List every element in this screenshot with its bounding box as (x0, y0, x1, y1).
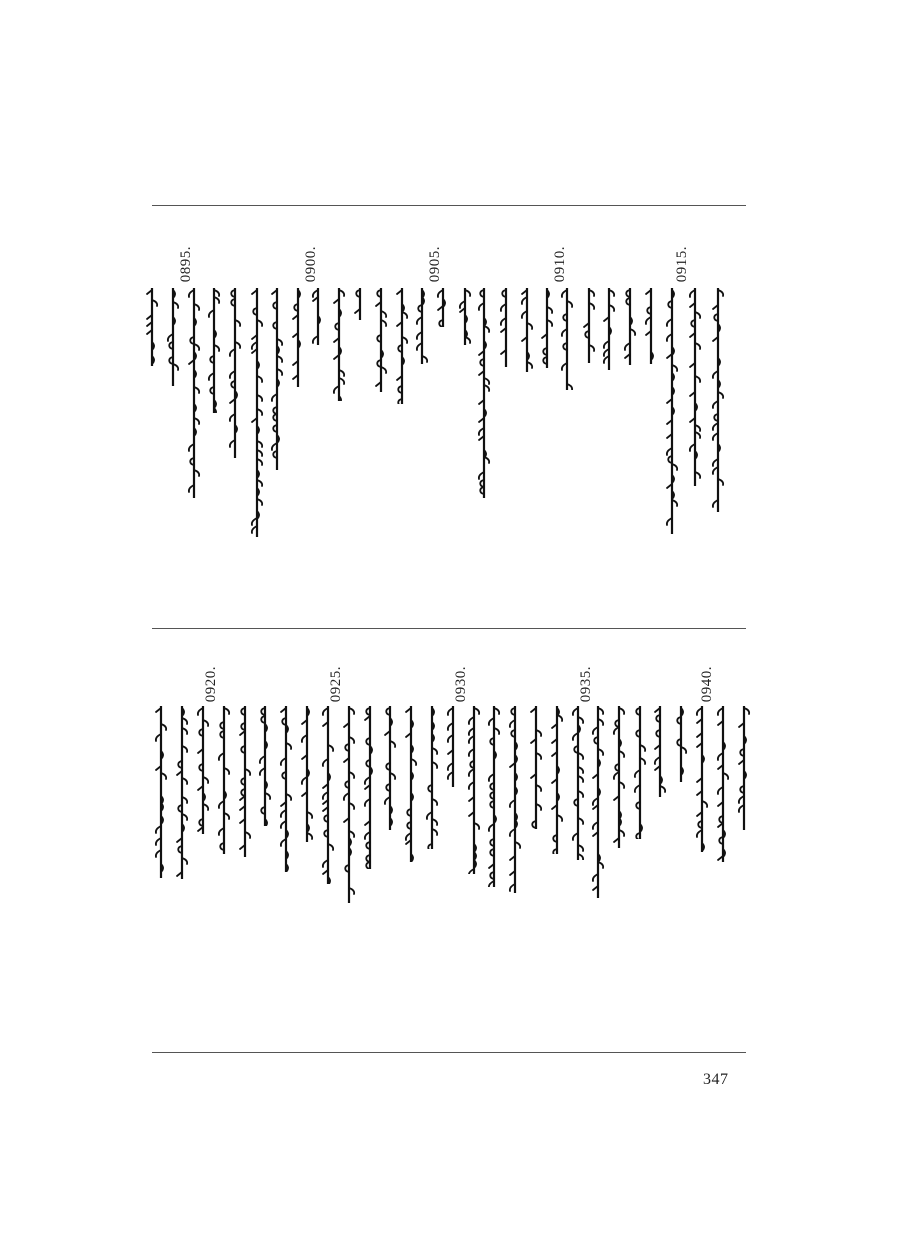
script-line (632, 706, 648, 839)
script-line (144, 288, 160, 366)
line-number: 0920. (203, 666, 219, 703)
script-line (570, 706, 586, 860)
script-line (498, 288, 514, 367)
script-line (611, 706, 627, 848)
script-line (601, 288, 617, 370)
line-number: 0900. (303, 246, 319, 283)
script-line (652, 706, 668, 797)
script-line (373, 288, 389, 392)
page-number: 347 (703, 1071, 729, 1088)
script-line (715, 706, 731, 862)
script-line (559, 288, 575, 390)
script-line (269, 288, 285, 470)
script-line (216, 706, 232, 854)
script-line (736, 706, 752, 830)
script-line (643, 288, 659, 364)
script-line (507, 706, 523, 893)
script-line (331, 288, 347, 401)
script-line (539, 288, 555, 368)
script-line (206, 288, 222, 413)
script-line (153, 706, 169, 878)
script-line (195, 706, 211, 834)
script-line (424, 706, 440, 849)
top-divider (152, 205, 746, 206)
script-line (622, 288, 638, 365)
script-line (590, 706, 606, 898)
script-line (186, 288, 202, 498)
script-line (445, 706, 461, 787)
script-line (257, 706, 273, 826)
script-line (486, 706, 502, 887)
line-number: 0895. (178, 246, 194, 283)
script-line (290, 288, 306, 387)
script-line (174, 706, 190, 879)
script-line (457, 288, 473, 345)
script-line (227, 288, 243, 458)
script-line (310, 288, 326, 345)
line-number: 0905. (427, 246, 443, 283)
script-line (341, 706, 357, 903)
script-line (165, 288, 181, 386)
script-line (694, 706, 710, 852)
script-line (320, 706, 336, 884)
script-line (476, 288, 492, 498)
script-line (435, 288, 451, 327)
script-line (528, 706, 544, 829)
line-number: 0925. (328, 666, 344, 703)
script-line (687, 288, 703, 486)
line-number: 0910. (552, 246, 568, 283)
script-line (581, 288, 597, 363)
script-line (519, 288, 535, 372)
line-number: 0930. (453, 666, 469, 703)
script-line (249, 288, 265, 537)
script-line (237, 706, 253, 857)
middle-divider (152, 628, 746, 629)
script-line (549, 706, 565, 854)
script-line (362, 706, 378, 869)
script-line (403, 706, 419, 862)
script-line (352, 288, 368, 320)
script-line (673, 706, 689, 782)
bottom-divider (152, 1052, 746, 1053)
line-number: 0940. (699, 666, 715, 703)
script-line (710, 288, 726, 512)
script-line (394, 288, 410, 404)
line-number: 0915. (674, 246, 690, 283)
line-number: 0935. (578, 666, 594, 703)
script-line (278, 706, 294, 872)
script-line (414, 288, 430, 364)
script-line (664, 288, 680, 534)
script-line (466, 706, 482, 874)
script-line (299, 706, 315, 842)
script-line (382, 706, 398, 830)
